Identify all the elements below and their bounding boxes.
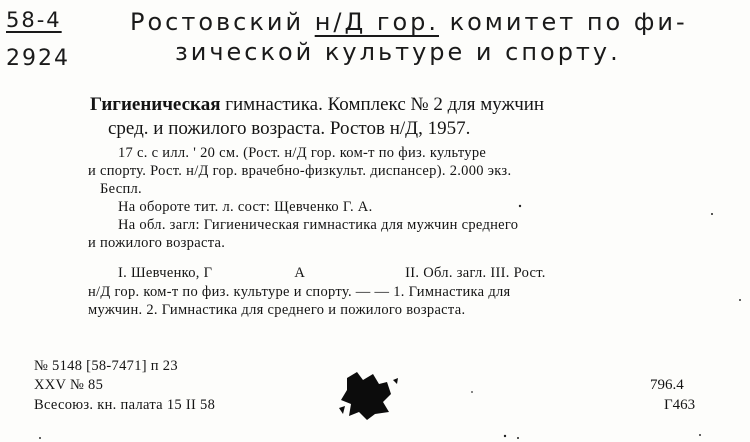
classification-number: 796.4 xyxy=(650,377,684,393)
description-line-2: и спорту. Рост. н/Д гор. врачебно-физкульт. диспансер). 2.000 экз. xyxy=(88,163,512,179)
note-line-2: На обл. загл: Гигиеническая гимнастика для мужчин среднего xyxy=(118,217,519,233)
footer-chamber-stamp: Всесоюз. кн. палата 15 II 58 xyxy=(34,397,216,413)
tracing-line-3: мужчин. 2. Гимнастика для среднего и пожилого возраста. xyxy=(88,302,466,318)
tracing-rest: II. Обл. загл. III. Рост. xyxy=(405,265,546,281)
tracing-line-1 xyxy=(118,265,546,282)
author-mark: Г463 xyxy=(664,397,696,413)
tracing-initial: А xyxy=(294,265,306,281)
handwritten-text-underlined: н/Д гор. xyxy=(314,8,439,36)
handwritten-record-number: 2924 xyxy=(6,46,70,71)
footer-series: XXV № 85 xyxy=(34,377,104,393)
ink-blot-icon xyxy=(335,368,405,423)
entry-title-rest: гимнастика. Комплекс № 2 для мужчин xyxy=(220,94,545,115)
handwritten-shelf-code: 58-4 xyxy=(6,8,62,32)
description-line-3: Беспл. xyxy=(100,181,142,197)
footer-card-number: № 5148 [58-7471] п 23 xyxy=(34,358,178,374)
note-line-3: и пожилого возраста. xyxy=(88,235,226,251)
note-line-1: На обороте тит. л. сост: Щевченко Г. А. xyxy=(118,199,373,215)
handwritten-text: комитет по фи- xyxy=(439,8,688,36)
handwritten-text: Ростовский xyxy=(130,8,315,36)
tracing-line-2: н/Д гор. ком-т по физ. культуре и спорту. — — 1. Гимнастика для xyxy=(88,284,511,300)
entry-title-heading: Гигиеническая xyxy=(90,94,221,115)
entry-title-line-2: сред. и пожилого возраста. Ростов н/Д, 1957. xyxy=(108,118,471,139)
entry-title xyxy=(90,94,544,116)
handwritten-publisher-line-2: зической культуре и спорту. xyxy=(175,38,621,66)
tracing-author: I. Шевченко, Г xyxy=(118,265,213,281)
description-line-1: 17 с. с илл. ' 20 см. (Рост. н/Д гор. ком-т по физ. культуре xyxy=(118,145,487,161)
handwritten-publisher-line-1 xyxy=(130,8,688,36)
